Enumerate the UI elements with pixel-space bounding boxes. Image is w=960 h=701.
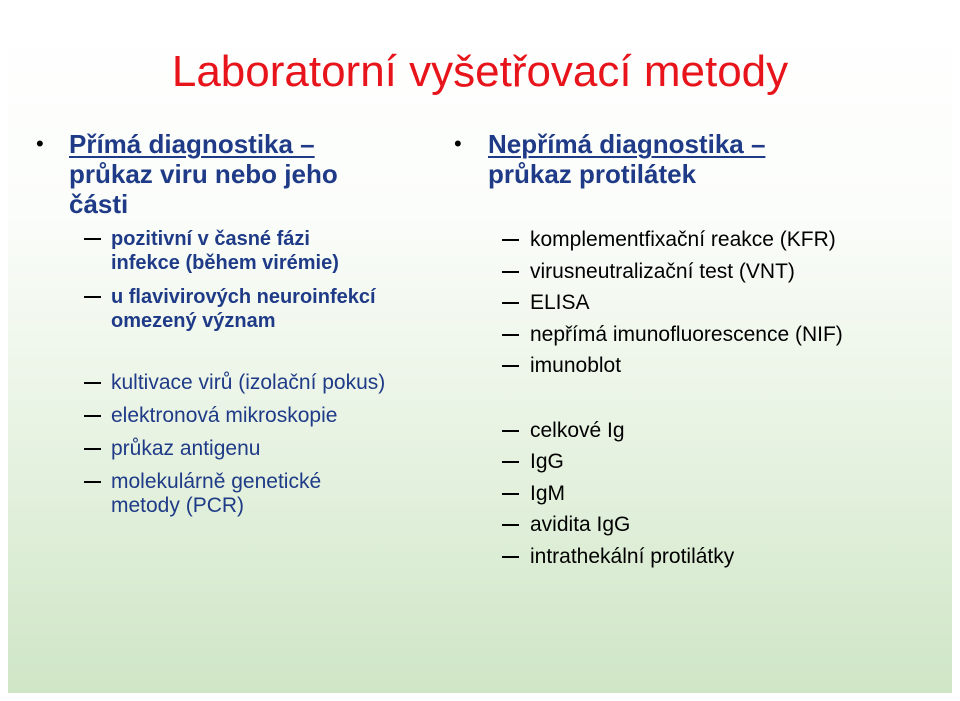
- left-heading: [69, 129, 429, 219]
- left-item-line2: metody (PCR): [111, 494, 245, 517]
- left-item: [111, 437, 471, 461]
- right-item-label: IgG: [530, 450, 564, 473]
- right-item-label: avidita IgG: [530, 513, 631, 536]
- right-item-label: imunoblot: [530, 354, 622, 377]
- right-heading: [488, 129, 928, 189]
- dash-icon: [502, 524, 519, 526]
- bullet-dot-icon: •: [454, 131, 462, 156]
- left-item-line1: průkaz antigenu: [111, 437, 261, 460]
- right-item: [530, 260, 950, 284]
- dash-icon: [502, 493, 519, 495]
- right-item-label: nepřímá imunofluorescence (NIF): [530, 323, 843, 346]
- bullet-dot-icon: •: [36, 131, 44, 156]
- dash-icon: [502, 556, 519, 558]
- right-item-label: komplementfixační reakce (KFR): [530, 228, 836, 251]
- left-item: [111, 470, 471, 518]
- dash-icon: [502, 461, 519, 463]
- left-item-line1: kultivace virů (izolační pokus): [111, 371, 386, 394]
- dash-icon: [84, 382, 101, 384]
- right-item-label: celkové Ig: [530, 419, 625, 442]
- dash-icon: [84, 448, 101, 450]
- left-item-line1: molekulárně genetické: [111, 470, 322, 493]
- left-item: [111, 227, 451, 275]
- dash-icon: [84, 481, 101, 483]
- right-item: [530, 323, 950, 347]
- dash-icon: [84, 296, 101, 298]
- dash-icon: [502, 302, 519, 304]
- right-item-label: IgM: [530, 482, 566, 505]
- slide-background: [8, 8, 952, 693]
- right-heading-line2: průkaz protilátek: [488, 159, 697, 189]
- right-item: [530, 450, 950, 474]
- right-item: [530, 545, 950, 569]
- left-item-line2: infekce (během virémie): [111, 252, 339, 274]
- dash-icon: [502, 271, 519, 273]
- right-item-label: ELISA: [530, 291, 590, 314]
- right-item: [530, 228, 950, 252]
- left-item: [111, 404, 471, 428]
- left-item-line2: omezený význam: [111, 310, 276, 332]
- dash-icon: [502, 239, 519, 241]
- dash-icon: [502, 334, 519, 336]
- right-item-label: intrathekální protilátky: [530, 545, 735, 568]
- left-heading-line1: Přímá diagnostika –: [69, 129, 315, 159]
- left-item: [111, 285, 471, 333]
- dash-icon: [84, 238, 101, 240]
- left-item-line1: pozitivní v časné fázi: [111, 228, 310, 250]
- right-item: [530, 291, 950, 315]
- right-item: [530, 513, 950, 537]
- dash-icon: [502, 430, 519, 432]
- left-item: [111, 371, 471, 395]
- left-heading-line2: průkaz viru nebo jeho: [69, 159, 338, 189]
- right-item: [530, 482, 950, 506]
- right-heading-line1: Nepřímá diagnostika –: [488, 129, 766, 159]
- left-heading-line3: části: [69, 189, 129, 219]
- slide-title: Laboratorní vyšetřovací metody: [171, 47, 789, 96]
- right-item: [530, 419, 950, 443]
- dash-icon: [84, 415, 101, 417]
- right-item: [530, 354, 950, 378]
- left-item-line1: u flavivirových neuroinfekcí: [111, 286, 376, 308]
- left-item-line1: elektronová mikroskopie: [111, 404, 338, 427]
- right-item-label: virusneutralizační test (VNT): [530, 260, 795, 283]
- dash-icon: [502, 365, 519, 367]
